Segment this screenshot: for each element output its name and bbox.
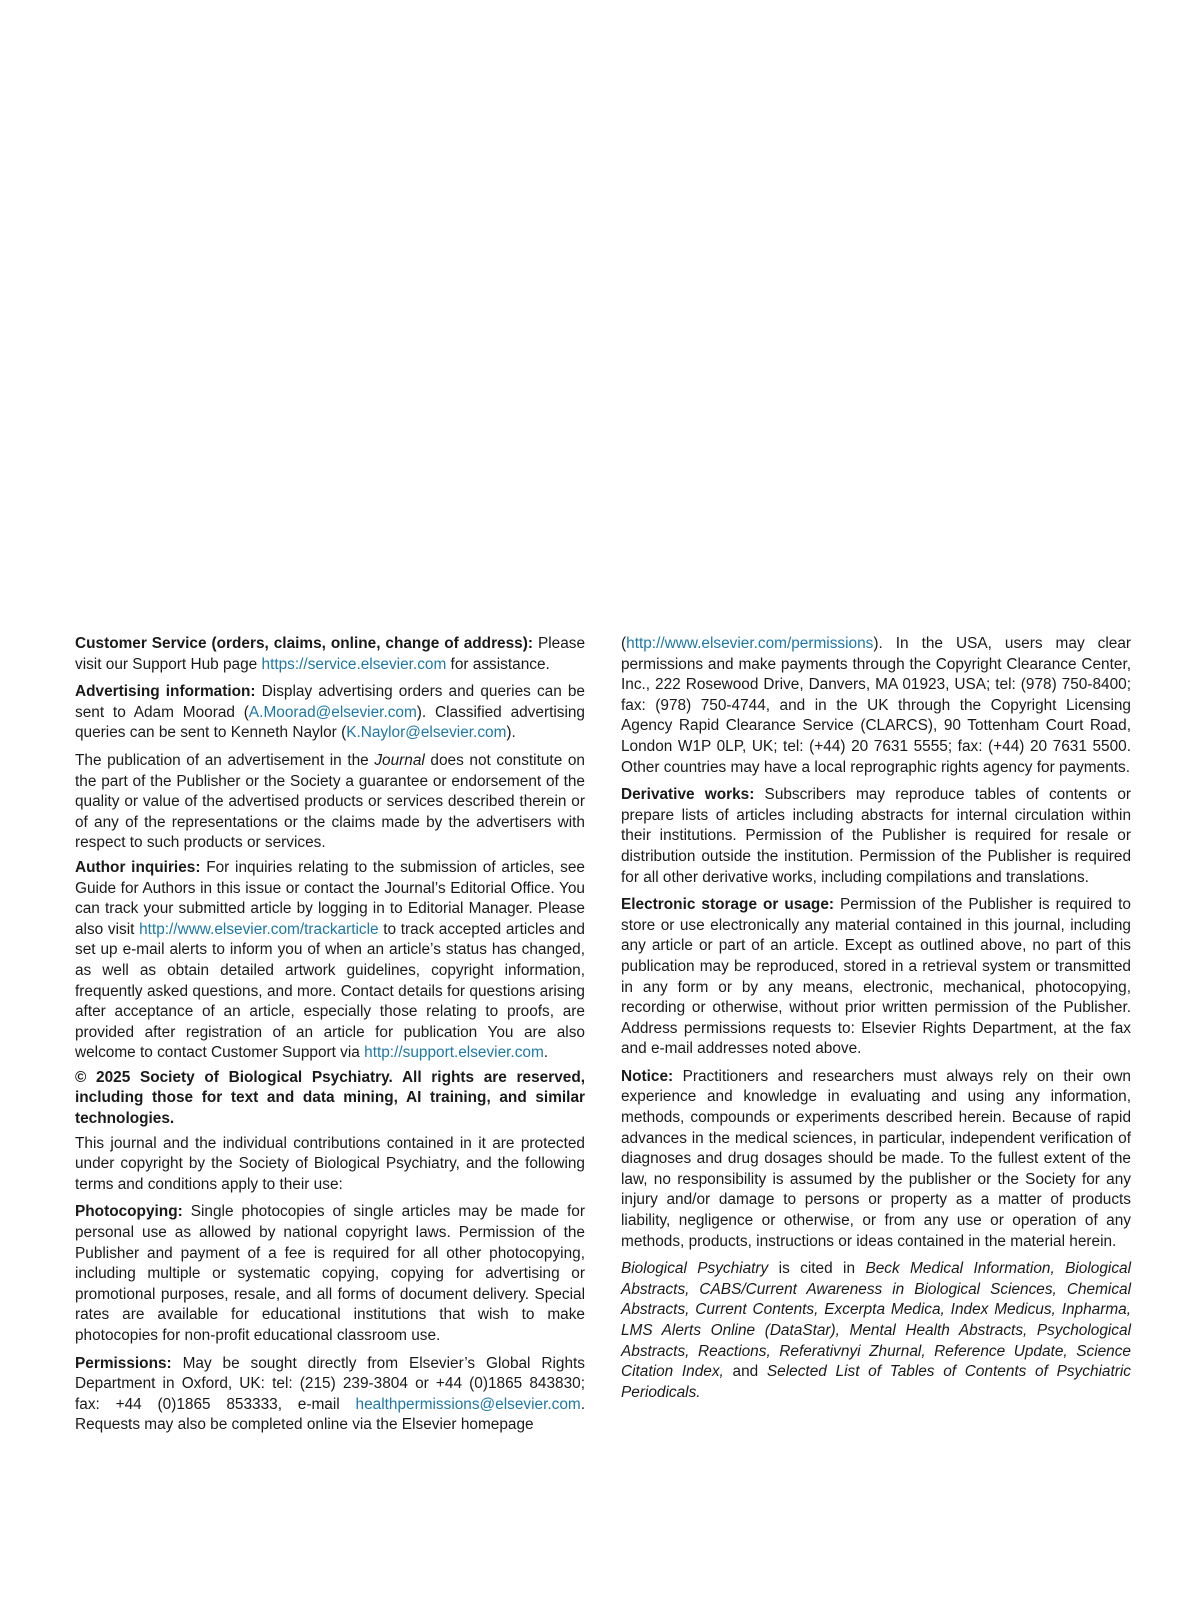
author-inquiries-text: For inquiries relating to the submission of articles, see Guide for Authors in this issue or contact the Journal’s Editorial Office. You can track your submitted article by logging in to Editorial Manager. Please also visit — [75, 858, 585, 938]
trackarticle-link[interactable]: http://www.elsevier.com/trackarticle — [139, 920, 379, 938]
customer-service-text: Please visit our Support Hub page — [75, 635, 586, 673]
notice-heading: Notice: — [621, 1067, 674, 1085]
disclaimer-text-end: does not constitute on the part of the Publisher or the Society a guarantee or endorsement of the quality or value of the advertised products or services described therein or of any of the representations or the claims made by the advertisers with respect to such products or services. — [75, 751, 585, 852]
copyright-notice: © 2025 Society of Biological Psychiatry. All rights are reserved, including those for text and data mining, AI training, and similar technologies. — [75, 1068, 585, 1128]
disclaimer-text: The publication of an advertisement in the — [75, 751, 375, 769]
indexing-last-service: Selected List of Tables of Contents of Psychiatric Periodicals. — [621, 1363, 1131, 1401]
indexing-services-list: Beck Medical Information, Biological Abstracts, CABS/Current Awareness in Biological Sciences, Chemical Abstracts, Current Contents, Excerpta Medica, Index Medicus, Inpharma, LMS Alerts Online (DataStar), Mental Health Abstracts, Psychological Abstracts, Reactions, Referativnyi Zhurnal, Reference Update, Science Citation Index, — [621, 1260, 1131, 1381]
moorad-email-link[interactable]: A.Moorad@elsevier.com — [248, 703, 417, 721]
author-inquiries-text-middle: to track accepted articles and set up e-mail alerts to inform you of when an article’s status has changed, as well as obtain detailed artwork guidelines, copyright information, frequently asked questions, and more. Contact details for questions arising after acceptance of an article, especially those relating to proofs, are provided after registration of an article for publication You are also welcome to contact Customer Support via — [75, 920, 585, 1062]
permissions-continued-text: ). In the USA, users may clear permissions and make payments through the Copyright Clearance Center, Inc., 222 Rosewood Drive, Danvers, MA 01923, USA; tel: (978) 750-8400; fax: (978) 750-4744, and in the UK through the Copyright Licensing Agency Rapid Clearance Service (CLARCS), 90 Tottenham Court Road, London W1P 0LP, UK; tel: (+44) 20 7631 5555; fax: (+44) 20 7631 5500. Other countries may have a local reprographic rights agency for payments. — [621, 635, 1131, 776]
support-link[interactable]: http://support.elsevier.com — [364, 1044, 544, 1062]
paren-open: ( — [621, 635, 627, 652]
customer-service-heading: Customer Service (orders, claims, online, change of address): — [75, 635, 533, 652]
copyright-protection-paragraph: This journal and the individual contributions contained in it are protected under copyright by the Society of Biological Psychiatry, and the following terms and conditions apply to their use: — [75, 1134, 585, 1193]
electronic-storage-heading: Electronic storage or usage: — [621, 896, 835, 914]
notice-text: Practitioners and researchers must always rely on their own experience and knowledge in evaluating and using any information, methods, compounds or experiments described herein. Because of rapid advances in the medical sciences, in particular, independent verification of diagnoses and drug dosages should be made. To the fullest extent of the law, no responsibility is assumed by the publisher or the Society for any injury and/or damage to persons or property as a matter of products liability, negligence or otherwise, or from any use or operation of any methods, products, instructions or ideas contained in the material herein. — [621, 1067, 1131, 1250]
photocopying-paragraph — [75, 1202, 585, 1346]
permissions-paragraph — [75, 1354, 585, 1436]
naylor-email-link[interactable]: K.Naylor@elsevier.com — [346, 724, 507, 742]
permissions-text: May be sought directly from Elsevier’s Global Rights Department in Oxford, UK: tel: (215) 239-3804 or +44 (0)1865 843830; fax: +44 (0)1865 853333, e-mail — [75, 1354, 585, 1413]
advertisement-disclaimer-paragraph — [75, 751, 585, 854]
author-inquiries-paragraph — [75, 858, 585, 1064]
permissions-text-end: . Requests may also be completed online via the Elsevier homepage — [75, 1395, 585, 1434]
author-inquiries-heading: Author inquiries: — [75, 858, 201, 876]
electronic-storage-paragraph — [621, 895, 1131, 1060]
customer-service-paragraph — [75, 634, 585, 675]
indexing-paragraph — [621, 1259, 1131, 1403]
advertising-text-end: ). — [506, 724, 516, 742]
advertising-text-middle: ). Classified advertising queries can be sent to Kenneth Naylor ( — [75, 703, 585, 742]
permissions-continued-paragraph — [621, 634, 1131, 778]
permissions-link[interactable]: http://www.elsevier.com/permissions — [626, 635, 874, 652]
derivative-works-text: Subscribers may reproduce tables of contents or prepare lists of articles including abstracts for internal circulation within their institutions. Permission of the Publisher is required for resale or distribution outside the institution. Permission of the Publisher is required for all other derivative works, including compilations and translations. — [621, 786, 1132, 886]
right-column — [621, 634, 1131, 1410]
advertising-text: Display advertising orders and queries can be sent to Adam Moorad ( — [75, 683, 585, 721]
support-hub-link[interactable]: https://service.elsevier.com — [261, 655, 447, 673]
advertising-heading: Advertising information: — [75, 683, 256, 701]
notice-paragraph — [621, 1067, 1131, 1252]
journal-title: Biological Psychiatry — [621, 1260, 769, 1278]
cited-text: is cited in — [768, 1260, 866, 1278]
photocopying-text: Single photocopies of single articles may be made for personal use as allowed by national copyright laws. Permission of the Publisher and payment of a fee is required for all other photocopying, including multiple or systematic copying, copying for advertising or promotional purposes, resale, and all forms of document delivery. Special rates are available for educational institutions that wish to make photocopies for non-profit educational classroom use. — [75, 1203, 585, 1344]
derivative-works-paragraph — [621, 785, 1131, 888]
electronic-storage-text: Permission of the Publisher is required to store or use electronically any material contained in this journal, including any article or part of an article. Except as outlined above, no part of this publication may be reproduced, stored in a retrieval system or transmitted in any form or by any means, electronic, mechanical, photocopying, recording or otherwise, without prior written permission of the Publisher. Address permissions requests to: Elsevier Rights Department, at the fax and e-mail addresses noted above. — [621, 896, 1131, 1058]
permissions-heading: Permissions: — [75, 1354, 172, 1372]
left-column — [75, 634, 585, 1443]
derivative-works-heading: Derivative works: — [621, 786, 755, 804]
photocopying-heading: Photocopying: — [75, 1203, 183, 1221]
healthpermissions-email-link[interactable]: healthpermissions@elsevier.com — [355, 1395, 581, 1413]
advertising-paragraph — [75, 682, 585, 744]
author-inquiries-text-end: . — [543, 1044, 549, 1062]
cited-and: and — [723, 1363, 767, 1381]
journal-word: Journal — [374, 751, 425, 769]
customer-service-text-end: for assistance. — [446, 655, 550, 673]
